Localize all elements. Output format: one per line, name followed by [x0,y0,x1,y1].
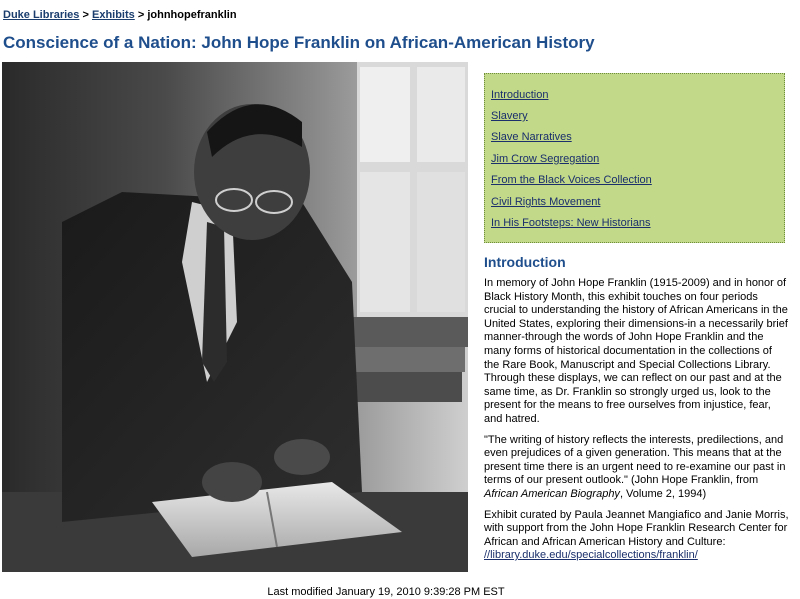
intro-content [484,277,790,570]
credits-text: Exhibit curated by Paula Jeannet Mangiafico and Janie Morris, with support from the John Hope Franklin Research Center for African and African American History and Culture: [484,508,789,548]
breadcrumb-current: johnhopefranklin [147,9,237,21]
breadcrumb-separator: > [137,9,145,21]
nav-item-black-voices [491,174,652,186]
nav-item-slavery [491,110,528,122]
quote-text: "The writing of history reflects the interests, predilections, and even prejudices of a given generation. This means that at the present time there is an urgent need to re-examine our past in terms of our present outlook." (John Hope Franklin, from [484,433,786,487]
nav-item-new-historians [491,217,651,229]
nav-link-civil-rights[interactable]: Civil Rights Movement [491,196,601,208]
exhibit-nav [484,73,785,243]
nav-link-introduction[interactable]: Introduction [491,89,549,101]
quote-source-rest: , Volume 2, 1994) [619,487,707,500]
quote-source-title: African American Biography [484,487,620,500]
portrait-photo [2,62,468,572]
nav-item-introduction [491,89,548,101]
breadcrumb-separator: > [82,9,89,21]
nav-link-slavery[interactable]: Slavery [491,110,528,122]
breadcrumb-link-exhibits[interactable]: Exhibits [91,9,135,21]
intro-paragraph: In memory of John Hope Franklin (1915-2009) and in honor of Black History Month, this exhibit touches on four periods crucial to understanding the history of African Americans in the United States, exploring their dimensions-in a necessarily brief manner-through the words of John Hope Franklin and the many forms of historical documentation in the collections of the Rare Book, Manuscript and Special Collections Library. Through these displays, we can reflect on our past and at the same time, as Dr. Franklin so strongly urged us, look to the present for the means to free ourselves from injustice, fear, and hatred. [484,277,788,425]
last-modified: Last modified January 19, 2010 9:39:28 PM EST [267,586,505,598]
nav-link-slave-narratives[interactable]: Slave Narratives [491,131,572,143]
section-heading: Introduction [484,254,566,270]
nav-link-jim-crow[interactable]: Jim Crow Segregation [491,153,600,165]
nav-item-civil-rights [491,196,600,208]
nav-item-slave-narratives [491,131,572,143]
quote-paragraph [484,434,790,502]
franklin-collection-link[interactable]: //library.duke.edu/specialcollections/franklin/ [484,549,698,562]
nav-item-jim-crow [491,153,599,165]
credits-paragraph [484,509,790,563]
page-title: Conscience of a Nation: John Hope Franklin on African-American History [3,33,595,52]
nav-link-new-historians[interactable]: In His Footsteps: New Historians [491,217,651,229]
breadcrumb-link-duke-libraries[interactable]: Duke Libraries [3,9,80,21]
nav-link-black-voices[interactable]: From the Black Voices Collection [491,174,652,186]
breadcrumb [3,9,237,21]
